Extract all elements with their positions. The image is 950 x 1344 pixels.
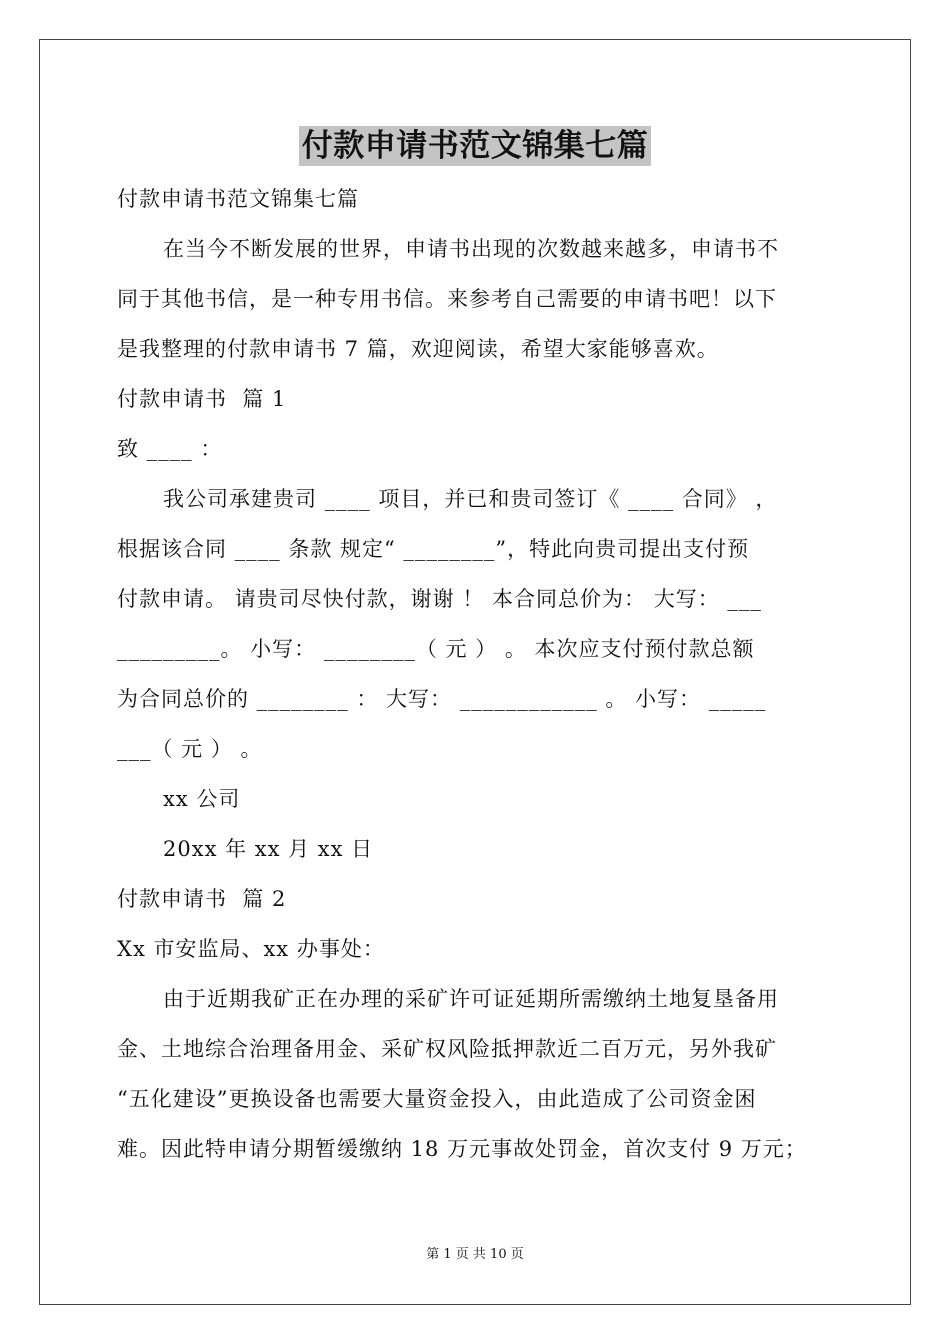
title-wrap (0, 126, 950, 166)
section-2-heading: 付款申请书 篇 2 (117, 887, 287, 911)
section-2-body-line-3: “五化建设”更换设备也需要大量资金投入，由此造成了公司资金困 (117, 1087, 757, 1111)
section-2-body-line-2: 金、土地综合治理备用金、采矿权风险抵押款近二百万元，另外我矿 (117, 1037, 777, 1061)
section-2-body-line-4: 难。因此特申请分期暂缓缴纳 18 万元事故处罚金，首次支付 9 万元； (117, 1137, 807, 1161)
intro-line-2: 同于其他书信，是一种专用书信。来参考自己需要的申请书吧！以下 (117, 287, 777, 311)
section-1-body-line-1: 我公司承建贵司 ____ 项目，并已和贵司签订《 ____ 合同》 ， (163, 487, 778, 511)
section-1-body-line-6: ___（ 元 ） 。 (117, 737, 263, 761)
intro-line-1: 在当今不断发展的世界，申请书出现的次数越来越多，申请书不 (163, 237, 779, 261)
section-1-body-line-2: 根据该合同 ____ 条款 规定“ ________”，特此向贵司提出支付预 (117, 537, 750, 561)
section-1-body-line-5: 为合同总价的 ________ ： 大写： ____________ 。 小写： _____ (117, 687, 767, 711)
section-1-body-line-3: 付款申请。 请贵司尽快付款，谢谢 ！ 本合同总价为： 大写： ___ (117, 587, 762, 611)
section-1-date: 20xx 年 xx 月 xx 日 (163, 837, 374, 861)
section-2-body-line-1: 由于近期我矿正在办理的采矿许可证延期所需缴纳土地复垦备用 (163, 987, 779, 1011)
intro-line-3: 是我整理的付款申请书 7 篇，欢迎阅读，希望大家能够喜欢。 (117, 337, 719, 361)
page-border (39, 39, 911, 1305)
document-title: 付款申请书范文锦集七篇 (299, 126, 652, 166)
subtitle: 付款申请书范文锦集七篇 (117, 187, 359, 211)
section-1-heading: 付款申请书 篇 1 (117, 387, 287, 411)
section-1-body-line-4: _________。 小写： ________（ 元 ） 。 本次应支付预付款总额 (117, 637, 755, 661)
section-1-company: xx 公司 (163, 787, 241, 811)
section-2-salutation: Xx 市安监局、xx 办事处： (117, 937, 385, 961)
page-footer: 第 1 页 共 10 页 (426, 1247, 524, 1262)
section-1-salutation: 致 ____ ： (117, 437, 223, 461)
